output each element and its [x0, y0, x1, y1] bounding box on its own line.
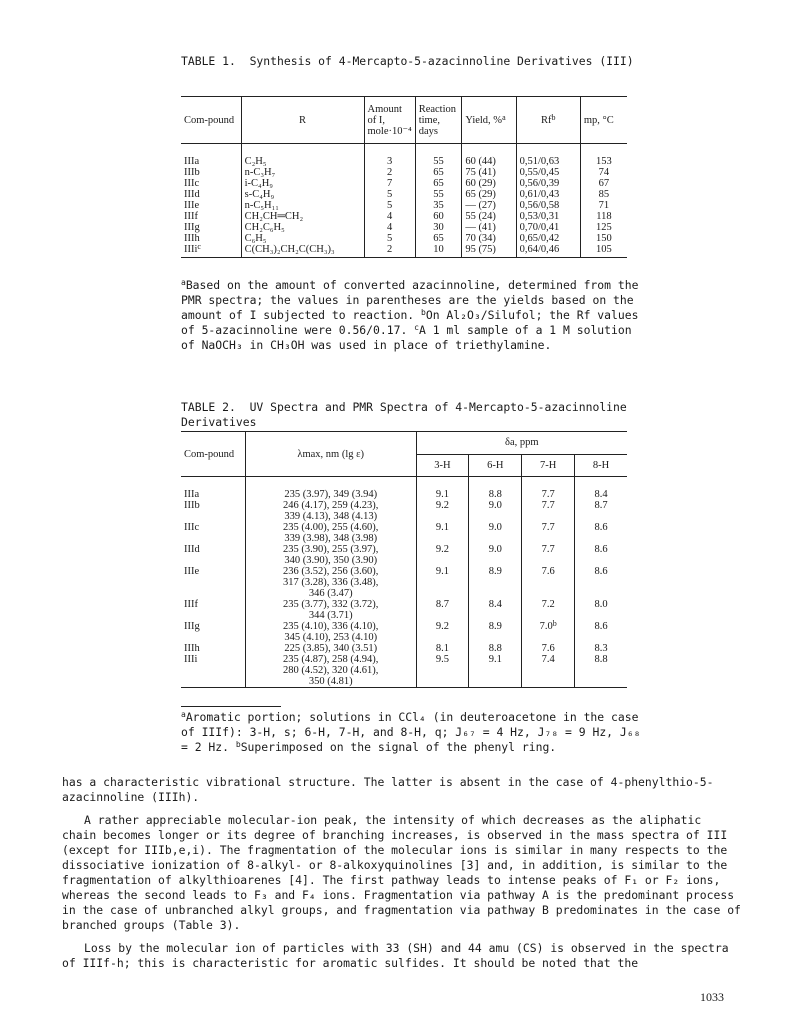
table1-row — [181, 233, 627, 244]
t2-cell-h3-text: 9.1 — [435, 489, 450, 500]
t2-cell-h6-text: 8.8 — [488, 489, 502, 500]
t1-cell-mp — [580, 189, 627, 200]
t2-cell-h3 — [416, 654, 469, 688]
t1-cell-compound — [181, 178, 241, 189]
table2-row — [181, 654, 627, 688]
t2-cell-h6 — [469, 522, 522, 544]
t2-cell-h3 — [416, 544, 469, 566]
t1-cell-mp — [580, 200, 627, 211]
t1-cell-yield-text: 60 (44) — [465, 156, 496, 167]
t2-cell-uv — [245, 643, 416, 654]
t1-cell-time — [415, 211, 462, 222]
t1-cell-compound-text: IIId — [184, 189, 200, 200]
t2-cell-uv-line: 225 (3.85), 340 (3.51) — [284, 643, 378, 654]
t1-cell-amount — [364, 233, 415, 244]
t2-cell-h6 — [469, 654, 522, 688]
table1-row — [181, 222, 627, 233]
t2-cell-h7-text: 7.0 — [539, 621, 553, 632]
t2-cell-h7 — [522, 522, 575, 544]
t2-cell-uv-line: 235 (3.90), 255 (3.97), — [283, 544, 379, 555]
t2-cell-h6-text: 9.0 — [488, 522, 502, 533]
t1-cell-amount-text: 4 — [386, 222, 393, 233]
t1-cell-mp — [580, 178, 627, 189]
t2-cell-h7-text: 7.7 — [541, 522, 555, 533]
t2-cell-compound: IIIg — [184, 621, 200, 632]
t1-cell-time-text: 65 — [433, 233, 444, 244]
t1-header-rf-text: Rf — [540, 114, 552, 126]
table2-footnote — [181, 710, 641, 755]
t2-cell-compound: IIIe — [184, 566, 200, 577]
t2-cell-h6-text: 8.4 — [488, 599, 502, 610]
table2-row — [181, 544, 627, 566]
t2-cell-h7-text: 7.7 — [541, 489, 555, 500]
table1-row — [181, 144, 627, 168]
table2-row — [181, 500, 627, 522]
t2-cell-h3-text: 8.7 — [435, 599, 450, 610]
t2-cell-compound: IIIc — [184, 522, 200, 533]
table1-row — [181, 189, 627, 200]
t2-cell-h7-text: 7.2 — [541, 599, 555, 610]
t1-cell-compound-text: IIIb — [184, 167, 200, 178]
t2-cell-uv-line: 235 (3.77), 332 (3.72), — [283, 599, 379, 610]
footnote-rule — [181, 706, 281, 707]
t2-cell-uv-line: 246 (4.17), 259 (4.23), — [283, 500, 379, 511]
t1-cell-amount — [364, 167, 415, 178]
t1-cell-amount — [364, 211, 415, 222]
t2-cell-uv — [245, 522, 416, 544]
t1-cell-time — [415, 244, 462, 258]
t1-cell-rf — [516, 211, 580, 222]
t1-header-mp: mp, °C — [580, 97, 627, 144]
t1-cell-compound — [181, 167, 241, 178]
t2-cell-h8 — [575, 500, 627, 522]
t2-cell-uv-line: 235 (4.00), 255 (4.60), — [283, 522, 379, 533]
t2-cell-h3 — [416, 522, 469, 544]
t1-cell-mp — [580, 211, 627, 222]
table1-row — [181, 244, 627, 258]
t2-cell-compound: IIIf — [184, 599, 198, 610]
t2-cell-h8 — [575, 654, 627, 688]
t1-cell-compound — [181, 144, 241, 168]
t2-cell-h7 — [522, 500, 575, 522]
t1-cell-yield-text: — (27) — [465, 200, 496, 211]
t1-cell-amount — [364, 200, 415, 211]
t1-cell-rf — [516, 244, 580, 258]
t1-cell-time — [415, 144, 462, 168]
t1-cell-time — [415, 200, 462, 211]
t1-cell-yield-text: 60 (29) — [465, 178, 496, 189]
t1-cell-r — [241, 211, 364, 222]
t2-cell-h3-text: 9.2 — [435, 544, 450, 555]
t2-cell-h7 — [522, 643, 575, 654]
t2-cell-h8 — [575, 621, 627, 643]
t2-footnote-a-mark: a — [181, 710, 186, 719]
table2-row — [181, 522, 627, 544]
t2-cell-h7-text: 7.6 — [541, 643, 555, 654]
t1-cell-r-text: CH₂C₆H₅ — [244, 222, 285, 233]
table2-row — [181, 599, 627, 621]
t1-cell-rf — [516, 233, 580, 244]
t1-cell-yield — [462, 244, 516, 258]
t2-cell-h8 — [575, 599, 627, 621]
t2-cell-h7-text: 7.4 — [541, 654, 555, 665]
t2-cell-h7 — [522, 599, 575, 621]
t2-cell-h8-text: 8.4 — [594, 489, 608, 500]
t1-cell-mp-text: 118 — [596, 211, 612, 222]
t2-cell-h6 — [469, 544, 522, 566]
t2-header-7h: 7-H — [522, 454, 575, 477]
t2-cell-h6 — [469, 621, 522, 643]
t1-cell-rf — [516, 222, 580, 233]
t1-cell-mp-text: 67 — [598, 178, 610, 189]
t1-header-compound: Com-pound — [184, 114, 235, 126]
t1-cell-time-text: 60 — [433, 211, 444, 222]
table1-row — [181, 200, 627, 211]
t1-cell-mp-text: 153 — [596, 156, 612, 167]
t2-cell-h7-sup: b — [552, 619, 557, 628]
t2-cell-h8-text: 8.8 — [594, 654, 608, 665]
table1-caption: TABLE 1. Synthesis of 4-Mercapto-5-azacinnoline Derivatives (III) — [181, 54, 634, 68]
t1-cell-yield — [462, 178, 516, 189]
t2-cell-compound: IIId — [184, 544, 200, 555]
t2-cell-compound: IIIa — [184, 489, 200, 500]
t2-cell-h8-text: 8.6 — [594, 566, 608, 577]
t2-header-8h: 8-H — [575, 454, 627, 477]
t1-footnote-c-mark: c — [414, 323, 419, 332]
t1-cell-time-text: 55 — [433, 189, 444, 200]
t2-cell-uv-line: 317 (3.28), 336 (3.48), — [283, 577, 379, 588]
t1-cell-time-text: 30 — [433, 222, 444, 233]
table2-body — [181, 477, 627, 688]
t1-cell-rf-text: 0,53/0,31 — [519, 211, 560, 222]
t1-cell-yield-text: — (41) — [465, 222, 496, 233]
t2-cell-h6-text: 9.0 — [488, 500, 502, 511]
t2-cell-compound: IIIh — [184, 643, 200, 654]
t1-cell-rf-text: 0,65/0,42 — [519, 233, 560, 244]
t1-cell-mp — [580, 244, 627, 258]
t1-cell-amount-text: 5 — [386, 189, 393, 200]
t1-cell-amount-text: 3 — [386, 156, 393, 167]
t1-cell-yield-text: 75 (41) — [465, 167, 496, 178]
table1-row — [181, 211, 627, 222]
t1-cell-yield-text: 70 (34) — [465, 233, 496, 244]
t1-cell-amount — [364, 178, 415, 189]
t1-cell-yield — [462, 189, 516, 200]
body-paragraph-2: A rather appreciable molecular-ion peak, the intensity of which decreases as the aliphatic chain becomes longer or its degree of branching increases, is observed in the mass spectra of III (except for IIIb,e,i). The fragmentation of the molecular ions is similar in many respects to the dissociative ionization of 8-alkyl- or 8-alkoxyquinolines [3] and, in addition, is similar to the fragmentation of alkylthioarenes [4]. The first pathway leads to intense peaks of F₁ or F₂ ions, whereas the second leads to F₃ and F₄ ions. Fragmentation via pathway A is the predominant process in the case of unbranched alkyl groups, and fragmentation via pathway B predominates in the case of branched groups (Table 3). — [62, 813, 741, 932]
t1-header-yield — [462, 97, 516, 144]
t2-cell-h3 — [416, 566, 469, 599]
t1-cell-mp-text: 105 — [596, 244, 612, 255]
t1-cell-r-text: n-C₃H₇ — [244, 167, 276, 178]
t1-cell-rf — [516, 189, 580, 200]
t1-cell-r — [241, 222, 364, 233]
t1-footnote-b-mark: b — [421, 308, 426, 317]
t1-cell-compound-text: IIIe — [184, 200, 200, 211]
t1-cell-r-text: s-C₄H₉ — [244, 189, 275, 200]
t1-cell-amount-text: 7 — [386, 178, 393, 189]
t1-cell-rf-text: 0,70/0,41 — [519, 222, 560, 233]
t1-cell-r-text: CH₂CH═CH₂ — [244, 211, 304, 222]
t2-cell-uv — [245, 566, 416, 599]
t1-cell-yield — [462, 167, 516, 178]
t1-cell-amount-text: 4 — [386, 211, 393, 222]
t1-cell-compound — [181, 244, 241, 258]
t1-header-r: R — [241, 97, 364, 144]
t1-cell-time — [415, 178, 462, 189]
t2-cell-compound: IIIi — [184, 654, 198, 665]
t2-cell-uv-line: 346 (3.47) — [308, 588, 353, 599]
t2-cell-uv-line: 280 (4.52), 320 (4.61), — [283, 665, 379, 676]
t2-cell-h3-text: 9.1 — [435, 522, 450, 533]
t2-cell-h6-text: 8.8 — [488, 643, 502, 654]
t2-cell-h6 — [469, 477, 522, 501]
t1-cell-rf — [516, 200, 580, 211]
body-paragraph-1: has a characteristic vibrational structure. The latter is absent in the case of 4-phenylthio-5-azacinnoline (IIIh). — [62, 775, 714, 804]
t2-cell-h8 — [575, 477, 627, 501]
t2-footnote-b-mark: b — [235, 740, 241, 749]
t1-cell-r — [241, 144, 364, 168]
t1-cell-amount — [364, 189, 415, 200]
t1-cell-compound-text: IIIh — [184, 233, 200, 244]
table1-footnote — [181, 278, 641, 353]
t2-cell-uv-line: 339 (4.13), 348 (4.13) — [284, 511, 378, 522]
t2-cell-h6 — [469, 643, 522, 654]
t2-cell-uv-line: 235 (4.87), 258 (4.94), — [283, 654, 379, 665]
t2-cell-h8 — [575, 544, 627, 566]
t2-cell-h3-text: 9.1 — [435, 566, 450, 577]
t1-cell-compound-text: IIIg — [184, 222, 200, 233]
t2-cell-h8 — [575, 643, 627, 654]
table2-header-row-1 — [181, 432, 627, 455]
t2-cell-h6-text: 8.9 — [488, 621, 502, 632]
table1-header-row — [181, 97, 627, 144]
table1-row — [181, 178, 627, 189]
t1-cell-amount-text: 2 — [386, 167, 393, 178]
t2-cell-h6-text: 9.0 — [488, 544, 502, 555]
t1-cell-time — [415, 222, 462, 233]
t2-cell-h8-text: 8.7 — [594, 500, 608, 511]
t2-cell-h8-text: 8.6 — [594, 621, 608, 632]
t1-cell-time-text: 65 — [433, 167, 444, 178]
t2-cell-uv — [245, 544, 416, 566]
t1-cell-r-text: n-C₅H₁₁ — [244, 200, 279, 211]
t1-cell-yield — [462, 144, 516, 168]
t2-cell-uv-line: 235 (4.10), 336 (4.10), — [283, 621, 379, 632]
t1-cell-r-text: C(CH₃)₂CH₂C(CH₃)₃ — [244, 244, 335, 255]
t1-header-time: Reaction time, days — [415, 97, 462, 144]
table2 — [181, 431, 627, 688]
t2-cell-h7-text: 7.7 — [541, 544, 555, 555]
t2-footnote-a: Aromatic portion; solutions in CCl₄ (in deuteroacetone in the case of IIIf): 3-H, s; 6-H, 7-H, and 8-H, q; J₆₇ = 4 Hz, J₇₈ = 9 Hz, J₆₈ = 2 Hz. — [181, 710, 641, 754]
t2-cell-uv — [245, 500, 416, 522]
t1-cell-yield-text: 55 (24) — [465, 211, 496, 222]
t2-cell-h8-text: 8.3 — [594, 643, 608, 654]
t2-cell-h3-text: 8.1 — [435, 643, 450, 654]
t1-cell-mp — [580, 222, 627, 233]
t2-cell-h6 — [469, 566, 522, 599]
t2-cell-h3-text: 9.5 — [435, 654, 450, 665]
t1-cell-mp-text: 150 — [596, 233, 612, 244]
t1-footnote-b: On Al₂O₃/Silufol; the Rf values of 5-azacinnoline were 0.56/0.17. — [181, 308, 639, 337]
t1-cell-rf — [516, 178, 580, 189]
table2-row — [181, 621, 627, 643]
t1-cell-amount — [364, 144, 415, 168]
t2-cell-h7-text: 7.7 — [541, 500, 555, 511]
t2-cell-h3 — [416, 599, 469, 621]
t1-cell-compound-text: IIIi — [184, 244, 198, 255]
t1-cell-rf-text: 0,51/0,63 — [519, 156, 560, 167]
t2-cell-uv — [245, 621, 416, 643]
t1-cell-mp-text: 71 — [598, 200, 610, 211]
t1-cell-mp-text: 85 — [598, 189, 610, 200]
t1-cell-rf-text: 0,56/0,39 — [519, 178, 560, 189]
t2-cell-h7 — [522, 544, 575, 566]
t1-header-rf — [516, 97, 580, 144]
t2-cell-uv-line: 340 (3.90), 350 (3.90) — [284, 555, 378, 566]
t1-cell-r-text: C₆H₅ — [244, 233, 267, 244]
t1-cell-r — [241, 178, 364, 189]
t2-cell-h6 — [469, 599, 522, 621]
t2-cell-uv-line: 339 (3.98), 348 (3.98) — [284, 533, 378, 544]
t1-footnote-c: A 1 ml sample of a 1 M solution of NaOCH₃ in CH₃OH was used in place of triethylamine. — [181, 323, 632, 352]
t2-header-uv: λmax, nm (lg ε) — [245, 432, 416, 477]
page-number: 1033 — [700, 990, 724, 1004]
t1-cell-time-text: 65 — [433, 178, 444, 189]
t1-cell-r — [241, 167, 364, 178]
t2-cell-compound: IIIb — [184, 500, 200, 511]
t2-cell-uv — [245, 654, 416, 688]
t1-cell-compound-text: IIIf — [184, 211, 198, 222]
t1-cell-mp-text: 125 — [596, 222, 612, 233]
t1-cell-compound-text: IIIc — [184, 178, 200, 189]
t2-cell-h3 — [416, 643, 469, 654]
t1-cell-r — [241, 200, 364, 211]
t1-header-yield-sup: a — [502, 112, 506, 122]
t2-cell-uv-line: 235 (3.97), 349 (3.94) — [284, 489, 378, 500]
t2-cell-h7 — [522, 621, 575, 643]
t1-cell-r — [241, 233, 364, 244]
t1-cell-yield-text: 95 (75) — [465, 244, 496, 255]
t1-cell-compound — [181, 189, 241, 200]
t1-header-amount: Amount of I, mole·10⁻⁴ — [364, 97, 415, 144]
t2-header-delta: δa, ppm — [416, 432, 627, 455]
t2-header-compound: Com-pound — [184, 448, 235, 460]
t1-cell-amount — [364, 222, 415, 233]
t2-cell-h6-text: 9.1 — [488, 654, 502, 665]
t2-cell-h8 — [575, 566, 627, 599]
t1-cell-compound-text: IIIa — [184, 156, 200, 167]
t1-cell-time — [415, 233, 462, 244]
table2-row — [181, 477, 627, 501]
t2-cell-uv-line: 345 (4.10), 253 (4.10) — [284, 632, 378, 643]
body-paragraph-3: Loss by the molecular ion of particles with 33 (SH) and 44 amu (CS) is observed in the spectra of IIIf-h; this is characteristic for aromatic sulfides. It should be noted that the — [62, 941, 729, 970]
t2-cell-h8 — [575, 522, 627, 544]
t2-cell-h7-text: 7.6 — [541, 566, 555, 577]
t2-cell-h7 — [522, 566, 575, 599]
t1-cell-compound — [181, 211, 241, 222]
t1-cell-amount — [364, 244, 415, 258]
t1-cell-amount-text: 2 — [386, 244, 393, 255]
t2-cell-uv-line: 344 (3.71) — [308, 610, 353, 621]
t1-footnote-a: Based on the amount of converted azacinnoline, determined from the PMR spectra; the values in parentheses are the yields based on the amount of I subjected to reaction. — [181, 278, 639, 322]
t2-cell-h7 — [522, 654, 575, 688]
t2-cell-h8-text: 8.6 — [594, 522, 608, 533]
t2-cell-uv-line: 236 (3.52), 256 (3.60), — [283, 566, 379, 577]
t1-cell-rf-text: 0,61/0,43 — [519, 189, 560, 200]
table2-row — [181, 643, 627, 654]
table2-row — [181, 566, 627, 599]
t1-cell-time — [415, 167, 462, 178]
t2-footnote-b: Superimposed on the signal of the phenyl ring. — [240, 740, 557, 754]
t1-cell-compound — [181, 233, 241, 244]
t1-cell-rf-text: 0,56/0,58 — [519, 200, 560, 211]
t1-cell-amount-text: 5 — [386, 233, 393, 244]
table1 — [181, 96, 627, 258]
t2-cell-h3 — [416, 477, 469, 501]
t2-cell-h3-text: 9.2 — [435, 621, 450, 632]
t1-cell-rf-text: 0,55/0,45 — [519, 167, 560, 178]
t1-cell-mp — [580, 167, 627, 178]
t1-cell-mp — [580, 233, 627, 244]
t1-cell-yield-text: 65 (29) — [465, 189, 496, 200]
t1-cell-amount-text: 5 — [386, 200, 393, 211]
t1-cell-rf — [516, 144, 580, 168]
t2-header-3h: 3-H — [416, 454, 469, 477]
t1-cell-r-text: C₂H₅ — [244, 156, 267, 167]
t1-cell-time-text: 35 — [433, 200, 444, 211]
t1-cell-rf-text: 0,64/0,46 — [519, 244, 560, 255]
t2-cell-h3-text: 9.2 — [435, 500, 450, 511]
t1-cell-rf — [516, 167, 580, 178]
t1-cell-time — [415, 189, 462, 200]
t2-header-6h: 6-H — [469, 454, 522, 477]
t2-cell-h8-text: 8.0 — [594, 599, 608, 610]
t2-cell-h8-text: 8.6 — [594, 544, 608, 555]
t2-cell-uv — [245, 599, 416, 621]
t1-cell-compound-sup: c — [197, 242, 201, 251]
t2-cell-h3 — [416, 621, 469, 643]
t1-cell-yield — [462, 233, 516, 244]
body-text — [62, 775, 742, 971]
table2-caption: TABLE 2. UV Spectra and PMR Spectra of 4-Mercapto-5-azacinnoline Derivatives — [181, 400, 634, 429]
t1-cell-yield — [462, 211, 516, 222]
t2-cell-h6-text: 8.9 — [488, 566, 502, 577]
t1-cell-r-text: i-C₄H₉ — [244, 178, 273, 189]
t1-cell-mp — [580, 144, 627, 168]
table1-body — [181, 144, 627, 258]
t1-header-rf-sup: b — [551, 112, 556, 122]
t1-cell-yield — [462, 222, 516, 233]
table1-row — [181, 167, 627, 178]
t2-cell-h7 — [522, 477, 575, 501]
t1-cell-compound — [181, 200, 241, 211]
t1-cell-compound — [181, 222, 241, 233]
t1-cell-mp-text: 74 — [598, 167, 610, 178]
t1-cell-r — [241, 244, 364, 258]
t1-cell-time-text: 10 — [433, 244, 444, 255]
t2-cell-uv-line: 350 (4.81) — [308, 676, 353, 687]
t1-cell-yield — [462, 200, 516, 211]
t1-cell-r — [241, 189, 364, 200]
t2-cell-h6 — [469, 500, 522, 522]
t1-footnote-a-mark: a — [181, 278, 186, 287]
t1-header-yield-text: Yield, % — [465, 114, 503, 126]
t2-cell-uv — [245, 477, 416, 501]
t1-cell-time-text: 55 — [433, 156, 444, 167]
t2-cell-h3 — [416, 500, 469, 522]
